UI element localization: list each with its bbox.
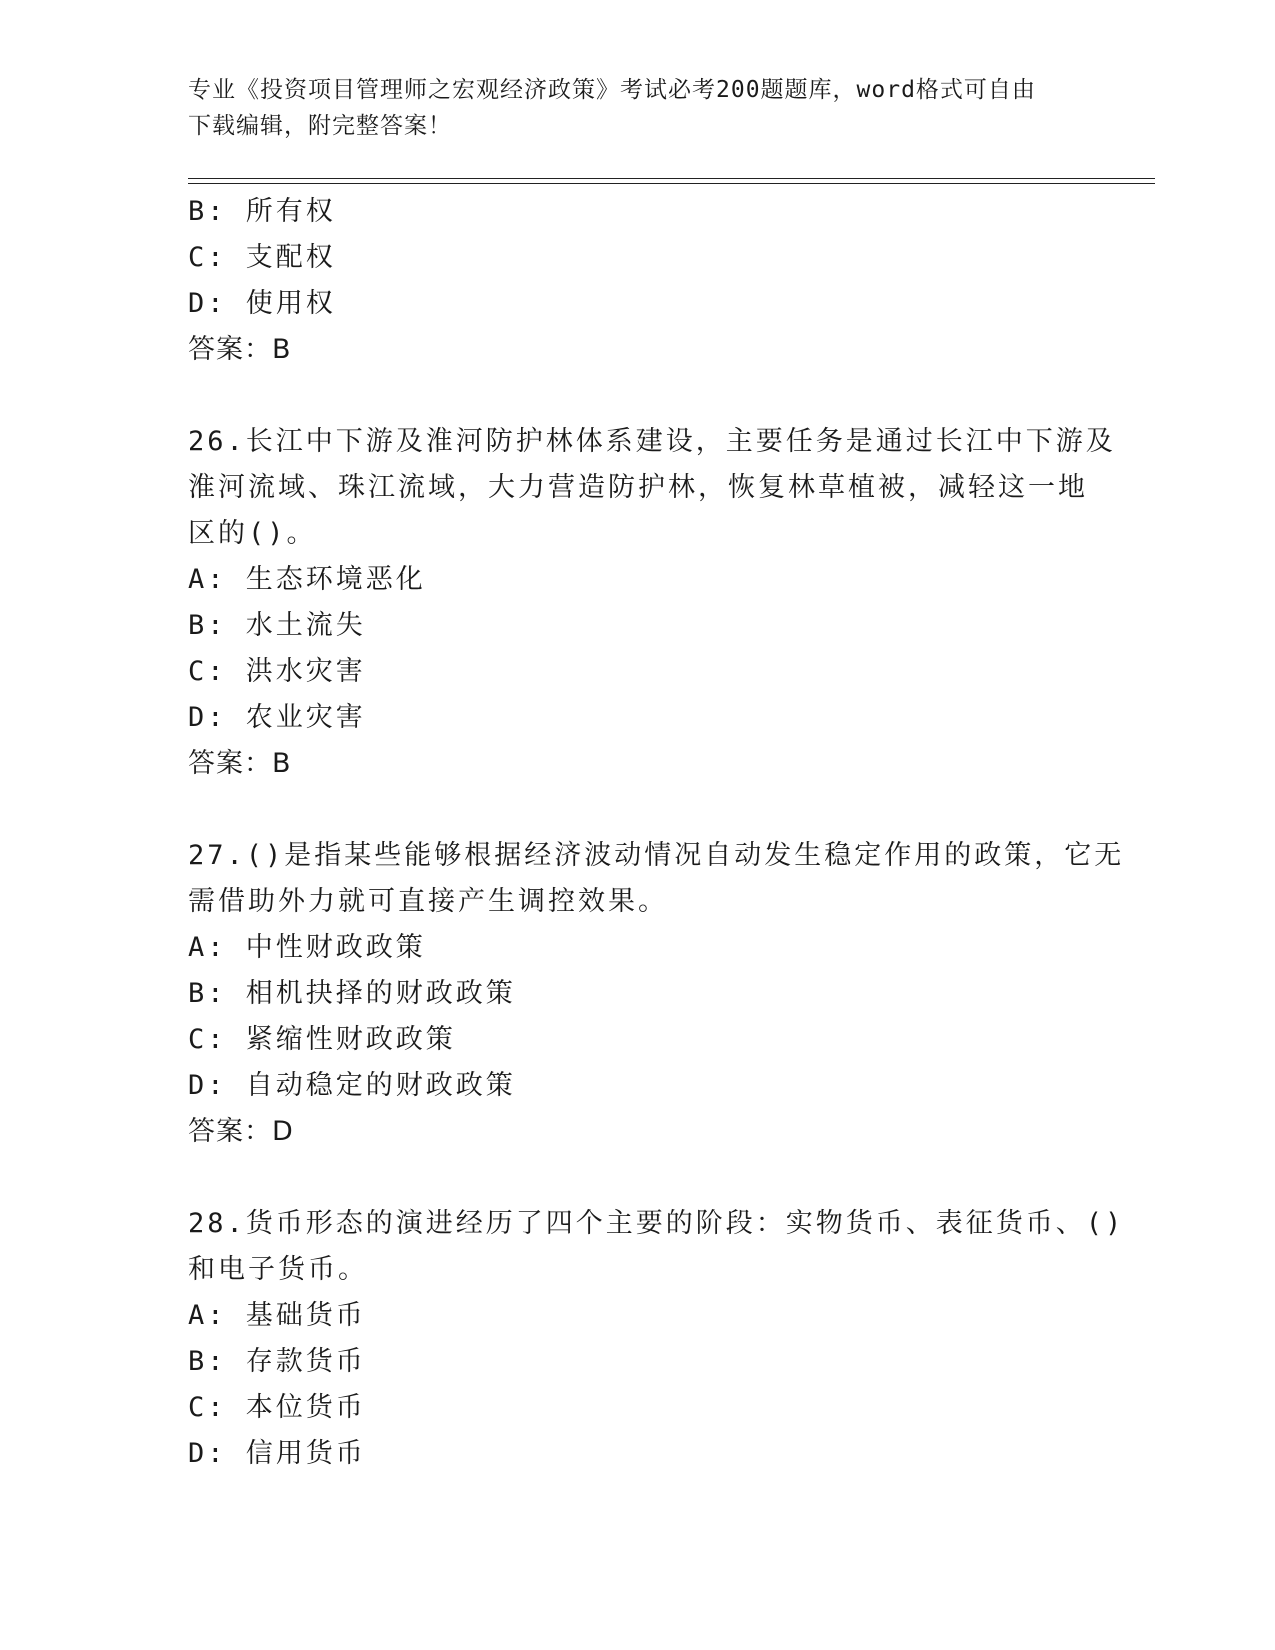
- option-d: D: 使用权: [188, 288, 336, 319]
- option-c: C: 紧缩性财政政策: [188, 1024, 456, 1055]
- option-b: B: 相机抉择的财政政策: [188, 978, 516, 1009]
- question-text-line: 26.长江中下游及淮河防护林体系建设，主要任务是通过长江中下游及: [188, 426, 1116, 457]
- option-a: A: 中性财政政策: [188, 932, 426, 963]
- option-c: C: 本位货币: [188, 1392, 366, 1423]
- option-c: C: 支配权: [188, 242, 336, 273]
- option-c: C: 洪水灾害: [188, 656, 366, 687]
- header-divider-top: [188, 178, 1155, 179]
- answer-line: 答案：B: [188, 748, 292, 779]
- option-a: A: 基础货币: [188, 1300, 366, 1331]
- question-text-line: 淮河流域、珠江流域，大力营造防护林，恢复林草植被，减轻这一地: [188, 472, 1088, 503]
- question-text-line: 28.货币形态的演进经历了四个主要的阶段：实物货币、表征货币、(): [188, 1208, 1125, 1239]
- option-b: B: 所有权: [188, 196, 336, 227]
- header-divider-bottom: [188, 183, 1155, 184]
- spacer: [188, 787, 1088, 833]
- header-line-2: 下载编辑，附完整答案！: [188, 113, 452, 139]
- question-content: [188, 189, 1125, 1477]
- answer-line: 答案：B: [188, 334, 292, 365]
- question-text-line: 和电子货币。: [188, 1254, 368, 1285]
- question-text-line: 27.()是指某些能够根据经济波动情况自动发生稳定作用的政策，它无: [188, 840, 1125, 871]
- header-line-1: 专业《投资项目管理师之宏观经济政策》考试必考200题题库，word格式可自由: [188, 77, 1036, 103]
- question-27: [188, 833, 1125, 1155]
- question-25-continued: [188, 189, 1088, 373]
- answer-line: 答案：D: [188, 1116, 294, 1147]
- option-d: D: 自动稳定的财政政策: [188, 1070, 516, 1101]
- question-text-line: 需借助外力就可直接产生调控效果。: [188, 886, 668, 917]
- spacer: [188, 373, 1088, 419]
- option-a: A: 生态环境恶化: [188, 564, 426, 595]
- option-b: B: 水土流失: [188, 610, 366, 641]
- question-text-line: 区的()。: [188, 518, 317, 549]
- document-header: [188, 72, 1068, 144]
- option-d: D: 农业灾害: [188, 702, 366, 733]
- option-b: B: 存款货币: [188, 1346, 366, 1377]
- question-28: [188, 1201, 1125, 1477]
- spacer: [188, 1155, 1088, 1201]
- question-26: [188, 419, 1116, 787]
- option-d: D: 信用货币: [188, 1438, 366, 1469]
